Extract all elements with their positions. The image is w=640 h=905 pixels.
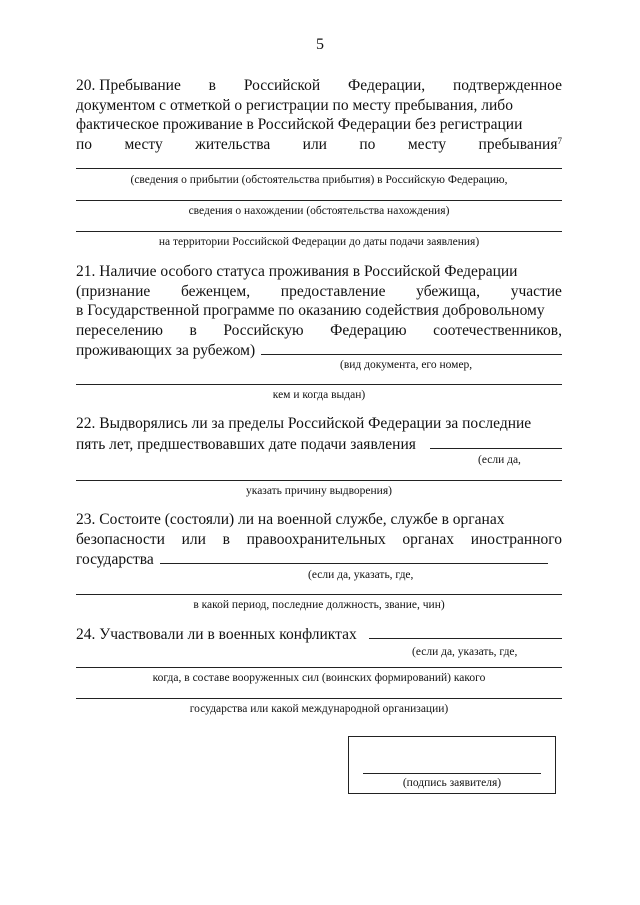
page-number: 5 — [316, 36, 324, 53]
signature-caption: (подпись заявителя) — [402, 777, 502, 789]
item-24-caption-2: когда, в составе вооруженных сил (воинских формирований) какого — [152, 672, 486, 684]
item-21-line-1: 21. Наличие особого статуса проживания в Российской Федерации — [76, 263, 518, 280]
item-20-caption-3: на территории Российской Федерации до даты подачи заявления) — [158, 236, 480, 248]
item-24-inline-field[interactable] — [369, 624, 562, 639]
item-20-text — [76, 76, 562, 154]
item-23-inline-field[interactable] — [160, 549, 548, 564]
item-21-line-4: переселению в Российскую Федерацию соотечественников, — [76, 321, 562, 339]
item-22-line-1: 22. Выдворялись ли за пределы Российской Федерации за последние — [76, 415, 532, 432]
item-23-caption-1: (если да, указать, где, — [308, 569, 414, 581]
footnote-mark: 7 — [557, 135, 562, 146]
item-20-line-3: фактическое проживание в Российской Федерации без регистрации — [76, 116, 523, 133]
item-23-line-2: безопасности или в правоохранительных органах иностранного — [76, 530, 562, 548]
item-22-text — [76, 414, 562, 454]
item-20-line-2: документом с отметкой о регистрации по месту пребывания, либо — [76, 96, 513, 114]
signature-line[interactable] — [363, 773, 541, 774]
item-20-line-4: по месту жительства или по месту пребывания$^7$ — [76, 135, 562, 153]
item-21-line-2: (признание беженцем, предоставление убежища, участие — [76, 282, 562, 300]
item-21-line-5: проживающих за рубежом) — [76, 340, 562, 361]
item-20-field-line-1[interactable] — [76, 168, 562, 169]
item-21-field-line-2[interactable] — [76, 384, 562, 385]
item-21-text — [76, 262, 562, 361]
item-23-line-3: государства — [76, 549, 562, 570]
item-20-caption-2: сведения о нахождении (обстоятельства нахождения) — [188, 205, 450, 217]
item-21-caption-2: кем и когда выдан) — [272, 389, 366, 401]
item-22-caption-1: (если да, — [478, 454, 521, 466]
item-23-text — [76, 510, 562, 570]
item-22-field-line-2[interactable] — [76, 480, 562, 481]
item-23-field-line-2[interactable] — [76, 594, 562, 595]
item-21-inline-field[interactable] — [261, 340, 562, 355]
item-24-text — [76, 624, 562, 645]
signature-box[interactable] — [348, 736, 556, 794]
item-24-field-line-3[interactable] — [76, 698, 562, 699]
item-20-field-line-2[interactable] — [76, 200, 562, 201]
item-21-line-3: в Государственной программе по оказанию содействия добровольному — [76, 302, 545, 319]
item-22-inline-field[interactable] — [430, 434, 562, 449]
item-23-line-1: 23. Состоите (состояли) ли на военной службе, службе в органах — [76, 511, 505, 528]
item-24-line-1: 24. Участвовали ли в военных конфликтах — [76, 624, 562, 645]
item-20-line-1: 20. Пребывание в Российской Федерации, подтвержденное — [76, 77, 562, 94]
item-24-caption-1: (если да, указать, где, — [412, 646, 518, 658]
item-21-caption-1: (вид документа, его номер, — [340, 359, 473, 371]
item-20-field-line-3[interactable] — [76, 231, 562, 232]
item-22-caption-2: указать причину выдворения) — [246, 485, 392, 497]
item-23-caption-2: в какой период, последние должность, звание, чин) — [193, 599, 445, 611]
item-20-caption-1: (сведения о прибытии (обстоятельства прибытия) в Российскую Федерацию, — [130, 174, 508, 186]
item-22-line-2: пять лет, предшествовавших дате подачи заявления — [76, 434, 562, 455]
item-24-caption-3: государства или какой международной организации) — [189, 703, 449, 715]
item-24-field-line-2[interactable] — [76, 667, 562, 668]
